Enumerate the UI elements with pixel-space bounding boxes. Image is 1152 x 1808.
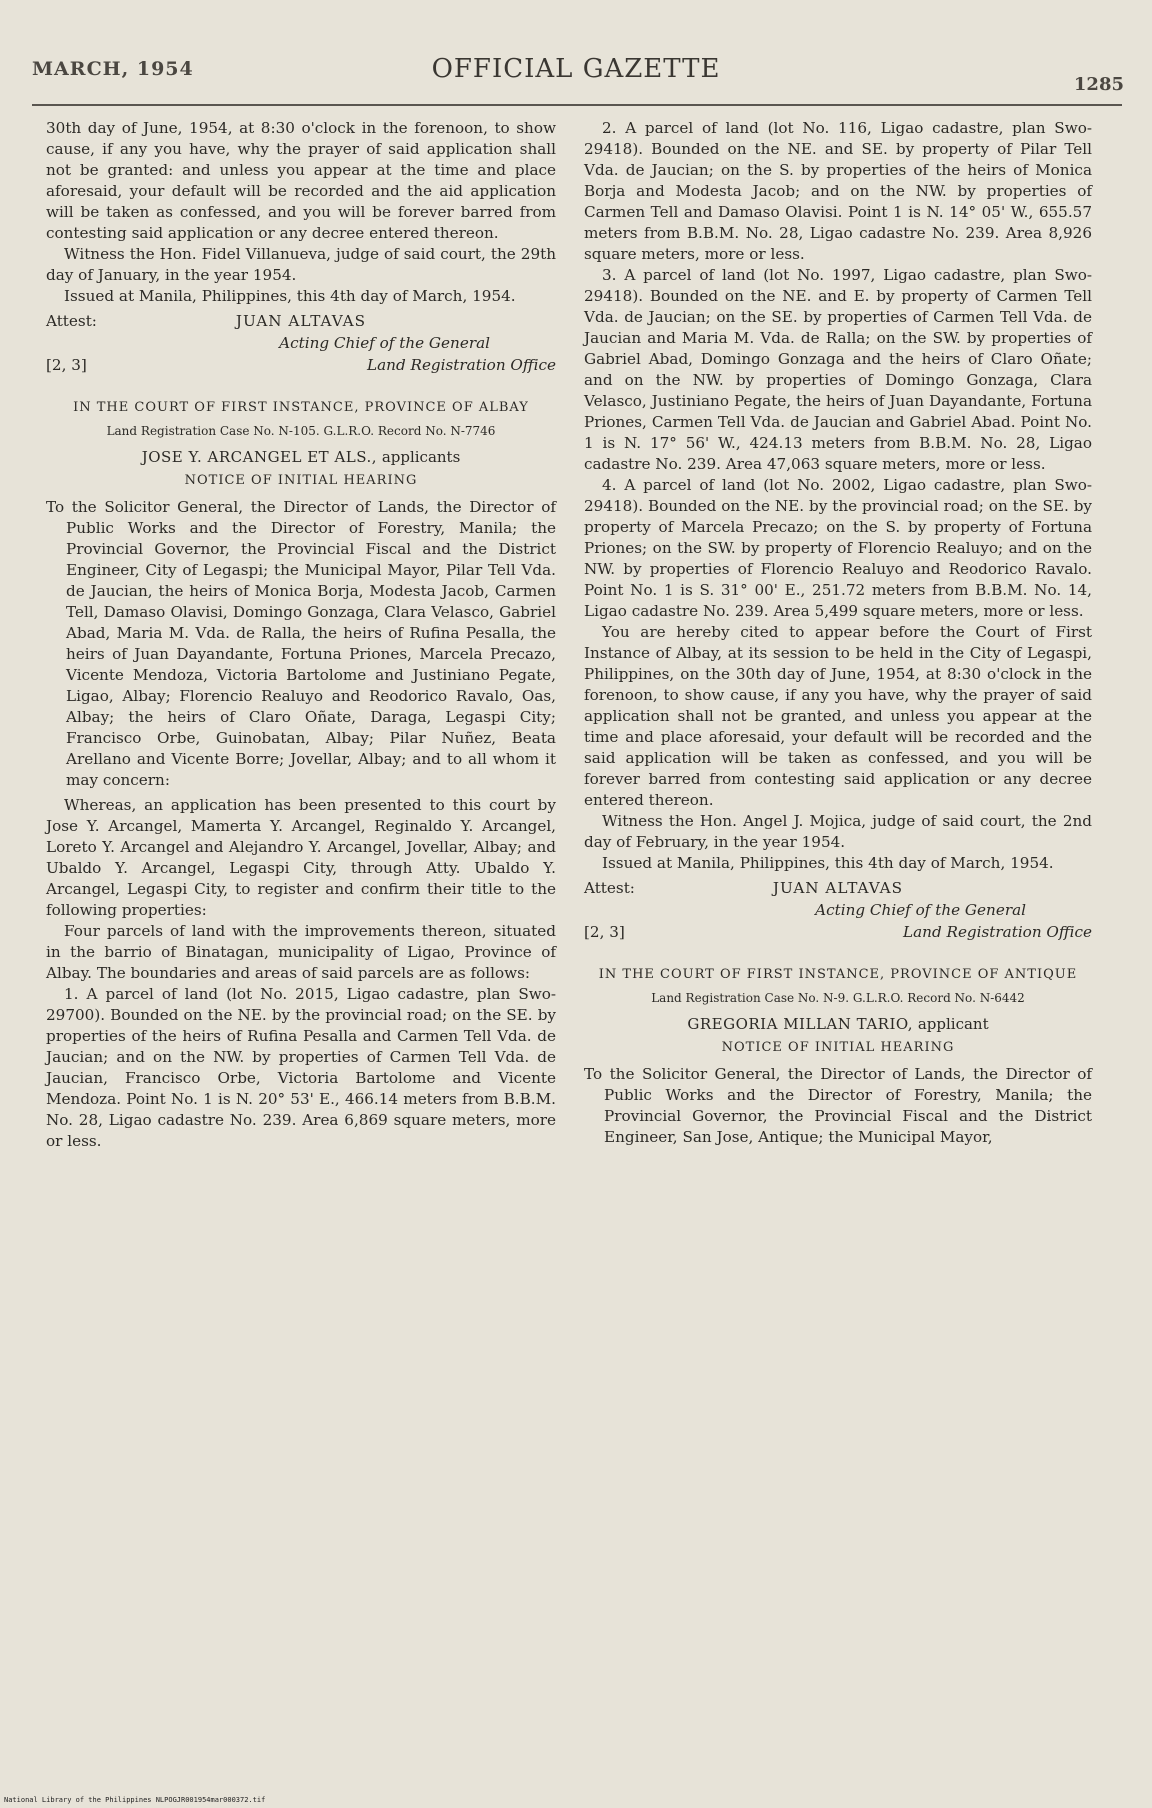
parcels-intro-paragraph: Four parcels of land with the improvements thereon, situated in the barrio of Binatagan, municipality of Ligao, Province of Albay. The boundaries and areas of said parcels are as follows: <box>46 922 556 982</box>
issued-paragraph: Issued at Manila, Philippines, this 4th day of March, 1954. <box>602 854 1054 872</box>
applicant-name: GREGORIA MILLAN TARIO, <box>687 1015 914 1033</box>
parcel-1-paragraph: 1. A parcel of land (lot No. 2015, Ligao cadastre, plan Swo-29700). Bounded on the NE. by the provincial road; on the SE. by properties of the heirs of Rufina Pesalla and Carmen Tell Vda. de Jaucian; and on the NW. by properties of Carmen Tell Vda. de Jaucian, Francisco Orbe, Victoria Bartolome and Vicente Mendoza. Point No. 1 is N. 20° 53' E., 466.14 meters from B.B.M. No. 28, Ligao cadastre No. 239. Area 6,869 square meters, more or less. <box>46 985 556 1150</box>
case-number: Land Registration Case No. N-9. G.L.R.O. Record No. N-6442 <box>651 991 1025 1005</box>
left-column <box>46 118 556 1152</box>
court-heading: IN THE COURT OF FIRST INSTANCE, PROVINCE OF ALBAY <box>73 400 529 415</box>
attestation-block <box>584 878 1092 952</box>
case-number: Land Registration Case No. N-105. G.L.R.O. Record No. N-7746 <box>106 424 496 438</box>
gazette-title: OFFICIAL GAZETTE <box>431 54 721 84</box>
applicant-name: JOSE Y. ARCANGEL ET ALS., <box>141 448 378 466</box>
attest-title-line1: Acting Chief of the General <box>279 334 490 352</box>
notice-heading: NOTICE OF INITIAL HEARING <box>721 1040 955 1055</box>
attest-label: Attest: <box>46 312 97 330</box>
applicant-label: applicant <box>917 1015 989 1033</box>
addressees-paragraph: To the Solicitor General, the Director of Lands, the Director of Public Works and the Director of Forestry, Manila; the Provincial Governor, the Provincial Fiscal and the District Engineer, San Jose, Antique; the Municipal Mayor, <box>584 1065 1092 1146</box>
page-header <box>0 0 1152 100</box>
header-rule <box>32 104 1122 106</box>
cited-paragraph: You are hereby cited to appear before the Court of First Instance of Albay, at its session to be held in the City of Legaspi, Philippines, on the 30th day of June, 1954, at 8:30 o'clock in the forenoon, to show cause, if any you have, why the prayer of said application shall not be granted, and unless you appear at the time and place aforesaid, your default will be recorded and the said application will be taken as confessed, and you will be forever barred from contesting said application or any decree entered thereon. <box>584 623 1092 809</box>
applicant-line <box>584 1014 1092 1035</box>
header-date: MARCH, 1954 <box>32 58 194 80</box>
attestation-block <box>46 311 556 385</box>
witness-paragraph: Witness the Hon. Fidel Villanueva, judge of said court, the 29th day of January, in the year 1954. <box>46 245 556 284</box>
scan-footer: National Library of the Philippines NLPOGJR001954mar000372.tif <box>4 1796 266 1804</box>
parcel-2-paragraph: 2. A parcel of land (lot No. 116, Ligao cadastre, plan Swo-29418). Bounded on the NE. and SE. by property of Pilar Tell Vda. de Jaucian; on the S. by properties of the heirs of Monica Borja and Modesta Jacob; and on the NW. by properties of Carmen Tell and Damaso Olavisi. Point 1 is N. 14° 05' W., 655.57 meters from B.B.M. No. 28, Ligao cadastre No. 239. Area 8,926 square meters, more or less. <box>584 119 1092 263</box>
attest-title-line2: Land Registration Office <box>367 356 556 374</box>
attest-name: JUAN ALTAVAS <box>772 879 904 897</box>
page-number: 1285 <box>1073 74 1124 95</box>
reference-number: [2, 3] <box>46 356 87 374</box>
witness-paragraph: Witness the Hon. Angel J. Mojica, judge of said court, the 2nd day of February, in the year 1954. <box>584 812 1092 851</box>
parcel-4-paragraph: 4. A parcel of land (lot No. 2002, Ligao cadastre, plan Swo-29418). Bounded on the NE. by the provincial road; on the SE. by property of Marcela Precazo; on the S. by property of Fortuna Priones; on the SW. by property of Florencio Realuyo; and on the NW. by properties of Florencio Realuyo and Reodorico Ravalo. Point No. 1 is S. 31° 00' E., 251.72 meters from B.B.M. No. 14, Ligao cadastre No. 239. Area 5,499 square meters, more or less. <box>584 476 1092 620</box>
attest-title-line2: Land Registration Office <box>903 923 1092 941</box>
notice-heading: NOTICE OF INITIAL HEARING <box>184 473 418 488</box>
attest-title-line1: Acting Chief of the General <box>815 901 1026 919</box>
attest-label: Attest: <box>584 879 635 897</box>
addressees-paragraph: To the Solicitor General, the Director of Lands, the Director of Public Works and the Director of Forestry, Manila; the Provincial Governor, the Provincial Fiscal and the District Engineer, City of Legaspi; the Municipal Mayor, Pilar Tell Vda. de Jaucian, the heirs of Monica Borja, Modesta Jacob, Carmen Tell, Damaso Olavisi, Domingo Gonzaga, Clara Velasco, Gabriel Abad, Maria M. Vda. de Ralla, the heirs of Rufina Pesalla, the heirs of Juan Dayandante, Fortuna Priones, Marcela Precazo, Vicente Mendoza, Victoria Bartolome and Justiniano Pegate, Ligao, Albay; Florencio Realuyo and Reodorico Ravalo, Oas, Albay; the heirs of Claro Oñate, Daraga, Legaspi City; Francisco Orbe, Guinobatan, Albay; Pilar Nuñez, Beata Arellano and Vicente Borre; Jovellar, Albay; and to all whom it may concern: <box>46 498 556 789</box>
issued-paragraph: Issued at Manila, Philippines, this 4th day of March, 1954. <box>64 287 516 305</box>
parcel-3-paragraph: 3. A parcel of land (lot No. 1997, Ligao cadastre, plan Swo-29418). Bounded on the NE. and E. by property of Carmen Tell Vda. de Jaucian; on the SE. by properties of Carmen Tell Vda. de Jaucian and Maria M. Vda. de Ralla; on the SW. by properties of Gabriel Abad, Domingo Gonzaga and the heirs of Claro Oñate; and on the NW. by properties of Domingo Gonzaga, Clara Velasco, Justiniano Pegate, the heirs of Juan Dayandante, Fortuna Priones, Carmen Tell Vda. de Jaucian and Gabriel Abad. Point No. 1 is N. 17° 56' W., 424.13 meters from B.B.M. No. 28, Ligao cadastre No. 239. Area 47,063 square meters, more or less. <box>584 266 1092 473</box>
whereas-paragraph: Whereas, an application has been presented to this court by Jose Y. Arcangel, Mamerta Y. Arcangel, Reginaldo Y. Arcangel, Loreto Y. Arcangel and Alejandro Y. Arcangel, Jovellar, Albay; and Ubaldo Y. Arcangel, Legaspi City, through Atty. Ubaldo Y. Arcangel, Legaspi City, to register and confirm their title to the following properties: <box>46 796 556 919</box>
right-column <box>584 118 1092 1152</box>
intro-paragraph: 30th day of June, 1954, at 8:30 o'clock in the forenoon, to show cause, if any you have, why the prayer of said application shall not be granted: and unless you appear at the time and place aforesaid, your default will be recorded and the aid application will be taken as confessed, and you will be forever barred from contesting said application or any decree entered thereon. <box>46 119 556 242</box>
reference-number: [2, 3] <box>584 923 625 941</box>
applicant-label: applicants <box>381 448 461 466</box>
court-heading: IN THE COURT OF FIRST INSTANCE, PROVINCE OF ANTIQUE <box>598 967 1078 982</box>
applicant-line <box>46 447 556 468</box>
attest-name: JUAN ALTAVAS <box>235 312 367 330</box>
